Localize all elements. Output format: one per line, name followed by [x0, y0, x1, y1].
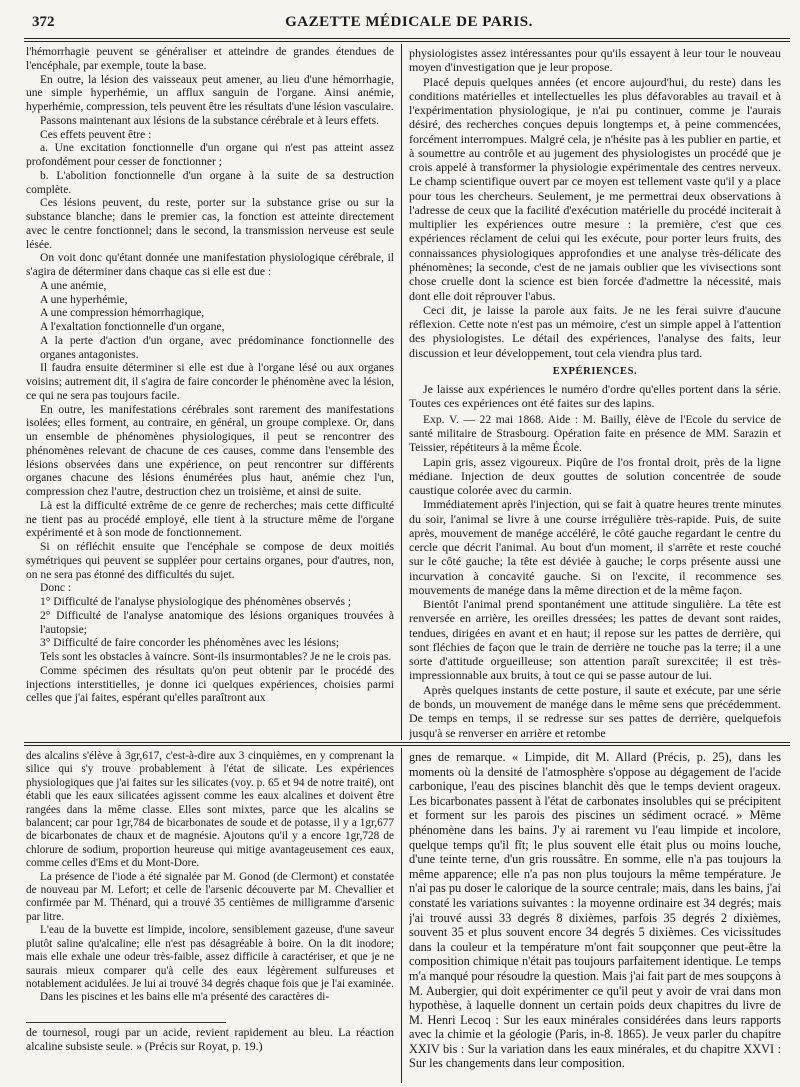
right-column-bottom: [409, 750, 781, 1083]
experiment-heading: Exp. V. — 22 mai 1868. Aide : M. Bailly, élève de l'Ecole du service de santé militaire de Strasbourg. Opération faite en présence de MM. Sarazin et Teissier, répétiteurs à la même École.: [409, 412, 781, 454]
paragraph: En outre, la lésion des vaisseaux peut amener, au lieu d'une hémorrhagie, une simple hyperhémie, un afflux sanguin de l'organe. Ainsi anémie, hyperhémie, compression, tels peuvent être les résultats d'une lésion vasculaire.: [26, 73, 394, 113]
paragraph: l'hémorrhagie peuvent se généraliser et atteindre de grandes étendues de l'encéphale, par exemple, toute la base.: [26, 46, 394, 72]
paragraph: Placé depuis quelques années (et encore aujourd'hui, du reste) dans les conditions matérielles et intellectuelles les plus défavorables au travail et à l'expérimentation physiologique, je n'ai pu continuer, comme je l'aurais désiré, des recherches conçues depuis longtemps et, à peine commencées, forcément interrompues. Malgré cela, je n'hésite pas à les publier en partie, et à soumettre au contrôle et au jugement des physiologistes un procédé que je crois appelé à transformer la physiologie expérimentale des centres nerveux. Le champ scientifique ouvert par ce moyen est tellement vaste qu'il y a place pour tous les chercheurs. Seulement, je me permettrai deux observations à l'adresse de ceux que la facilité d'exécution matérielle du procédé inciterait à multiplier les expériences outre mesure : la première, c'est que ces expériences réclament de celui qui les exécute, pour porter leurs fruits, des connaissances physiologiques approfondies et une analyse très-délicate des phénomènes; la seconde, c'est de ne jamais oublier que les vivisections sont chose cruelle dont la science est bien forcée d'admettre la nécessité, mais dont elle doit réprouver l'abus.: [409, 74, 781, 303]
paragraph: On voit donc qu'étant donnée une manifestation physiologique cérébrale, il s'agira de déterminer dans chaque cas si elle est due :: [26, 252, 394, 278]
right-column-top: [409, 46, 781, 740]
paragraph: Bientôt l'animal prend spontanément une attitude singulière. La tête est renversée en arrière, les oreilles dressées; les pattes de devant sont raides, tendues, dirigées en avant et en haut; il repose sur les pattes de derrière, qui sont fléchies de façon que le train de derrière ne touche pas la terre; il a une sorte d'attitude orgueilleuse; son attention paraît surexcitée; il est très-impressionnable aux bruits, à tout ce qui se passe autour de lui.: [409, 597, 781, 683]
paragraph: Passons maintenant aux lésions de la substance cérébrale et à leurs effets.: [40, 114, 380, 127]
page-number: 372: [32, 14, 55, 30]
section-title: EXPÉRIENCES.: [552, 365, 638, 377]
paragraph: 1° Difficulté de l'analyse physiologique des phénomènes observés ;: [40, 596, 352, 608]
paragraph: a. Une excitation fonctionnelle d'un organe qui n'est pas atteint assez profondément pour cesser de fonctionner ;: [26, 142, 394, 168]
paragraph: physiologistes assez intéressantes pour qu'ils essayent à leur tour le nouveau moyen d'investigation que je leur propose.: [409, 46, 781, 75]
paragraph: gnes de remarque. « Limpide, dit M. Allard (Précis, p. 25), dans les moments où la densité de l'atmosphère s'oppose au dégagement de l'acide carbonique, l'eau des piscines blanchit dès que le temps devient orageux. Les bicarbonates passent à l'état de carbonates insolubles qui se précipitent et forment sur les parois des piscines un sédiment ocracé. » Même phénomène dans les bains. J'y ai rarement vu l'eau limpide et incolore, quelque temps qu'il fît; le plus souvent elle était plus ou moins louche, d'une teinte terne, d'un gris roussâtre. En somme, elle n'a pas toujours la même apparence; elle n'a pas non plus toujours la même température. Je n'ai pas pu doser le calorique de la source centrale; mais, dans les bains, j'ai constaté les variations suivantes : la moyenne ordinaire est 34 degrés; mais j'ai trouvé aussi 33 degrés 8 dixièmes, parfois 35 degrés 2 dixièmes, souvent 35 et plus souvent encore 34 degrés 5 dixièmes. Ces vicissitudes dans la couleur et la température m'ont fait soupçonner que peut-être la composition chimique n'était pas toujours parfaitement identique. Le temps m'a manqué pour résoudre la question. Mais j'ai fait part de mes soupçons à M. Aubergier, qui doit expérimenter ce qu'il peut y avoir de vrai dans mon hypothèse, à laquelle donnent un certain poids deux chapitres du livre de M. Henri Lecoq : Sur les eaux minérales considérées dans leurs rapports avec la chimie et la géologie (Paris, in-8. 1865). Je veux parler du chapitre XXIV bis : Sur la variation dans les eaux minérales, et du chapitre XXVI : Sur les changements dans leur composition.: [409, 750, 781, 1071]
left-column-bottom: [26, 750, 394, 1020]
paragraph: b. L'abolition fonctionnelle d'un organe à la suite de sa destruction complète.: [26, 169, 394, 196]
paragraph: Il faudra ensuite déterminer si elle est due à l'organe lésé ou aux organes voisins; autrement dit, il s'agira de faire concorder le phénomène avec la lésion, ce qui ne sera pas toujours facile.: [26, 362, 394, 402]
paragraph: La présence de l'iode a été signalée par M. Gonod (de Clermont) et constatée de nouveau par M. Lefort; et celle de l'arsenic découverte par M. Chevallier et confirmée par M. Thénard, qui a trouvé 35 centièmes de milligramme d'arsenic par litre.: [26, 870, 394, 923]
paragraph: Comme spécimen des résultats qu'on peut obtenir par le procédé des injections interstitielles, je donne ici quelques expériences, choisies parmi celles que j'ai faites, espérant qu'elles paraîtront aux: [26, 664, 394, 705]
paragraph: Tels sont les obstacles à vaincre. Sont-ils insurmontables? Je ne le crois pas.: [40, 651, 392, 663]
footnote: [26, 1025, 394, 1083]
paragraph: 3° Difficulté de faire concorder les phénomènes avec les lésions;: [40, 637, 340, 650]
paragraph: L'eau de la buvette est limpide, incolore, sensiblement gazeuse, d'une saveur plutôt saline qu'alcaline; elle n'est pas désagréable à boire. On la dit inodore; mais elle exhale une odeur très-faible, assez difficile à caractériser, et que je ne saurais mieux comparer qu'à celle des eaux légèrement sulfureuses et notablement acidulées. Je lui ai trouvé 34 degrés chaque fois que je l'ai examinée.: [26, 924, 394, 990]
section-rule-double: [24, 745, 790, 746]
page-header: [28, 14, 790, 38]
header-rule-double: [24, 41, 790, 42]
paragraph: Là est la difficulté extrême de ce genre de recherches; mais cette difficulté ne tient pas au procédé employé, elle tient à la structure même de l'organe expérimenté et à son mode de fonctionnement.: [26, 499, 394, 540]
header-rule: [24, 38, 790, 39]
paragraph: Si on réfléchit ensuite que l'encéphale se compose de deux moitiés symétriques qui peuvent se suppléer pour certains organes, pour d'autres, non, on ne sera pas étonné des difficultés du sujet.: [26, 541, 394, 581]
footnote-text: de tournesol, rougi par un acide, revient rapidement au bleu. La réaction alcaline subsiste seule. » (Précis sur Royat, p. 19.): [26, 1025, 394, 1054]
paragraph: Ces effets peuvent être :: [40, 128, 152, 141]
paragraph: Dans les piscines et les bains elle m'a présenté des caractères di-: [40, 991, 330, 1004]
column-divider-bottom: [401, 748, 402, 1083]
footnote-rule: [26, 1022, 226, 1023]
paragraph: A une anémie,: [40, 279, 107, 292]
experiences-intro: Je laisse aux expériences le numéro d'ordre qu'elles portent dans la série. Toutes ces expériences ont été faites sur des lapins.: [409, 382, 781, 411]
paragraph: Lapin gris, assez vigoureux. Piqûre de l'os frontal droit, près de la ligne médiane. Injection de deux gouttes de solution concentrée de soude caustique colorée avec du carmin.: [409, 454, 781, 498]
paragraph: A l'exaltation fonctionnelle d'un organe,: [40, 321, 225, 333]
column-divider-top: [401, 44, 402, 740]
paragraph: En outre, les manifestations cérébrales sont rarement des manifestations isolées; elles forment, au contraire, en général, un groupe complexe. Or, dans un ensemble de phénomènes physiologiques, il peut se rencontrer des phénomènes relevant de chacune de ces causes, comme dans l'ensemble des lésions observées dans une expérience, on peut rencontrer sur différents organes chacune des lésions énumérées plus haut, anémie chez l'un, compression chez l'autre, destruction chez un troisième, et ainsi de suite.: [26, 403, 394, 498]
paragraph: A une hyperhémie,: [40, 293, 128, 306]
paragraph: Ces lésions peuvent, du reste, porter sur la substance grise ou sur la substance blanche; dans le premier cas, la fonction est atteinte directement avec le centre fonctionnel; dans le second, la transmission nerveuse est seule lésée.: [26, 197, 394, 251]
paragraph: A une compression hémorrhagique,: [40, 307, 205, 320]
journal-title: GAZETTE MÉDICALE DE PARIS.: [285, 14, 533, 30]
paragraph: A la perte d'action d'un organe, avec prédominance fonctionnelle des organes antagonistes.: [40, 334, 394, 361]
paragraph: Après quelques instants de cette posture, il saute et exécute, par une série de bonds, un mouvement de manége dans le même sens que précédemment. De temps en temps, il se redresse sur ses pattes de derrière, quelquefois jusqu'à se renverser en arrière et retombe: [409, 682, 781, 740]
paragraph: Immédiatement après l'injection, qui se fait à quatre heures trente minutes du soir, l'animal se livre à une course irrégulière très-rapide. Puis, de suite après, mouvement de manége accéléré, le côté gauche regardant le centre du cercle que décrit l'animal. Au bout d'un moment, il s'arrête et reste couché sur le côté gauche; la tête est déviée à gauche; le corps présente aussi une incurvation à concavité gauche. Si on l'excite, il recommence ses mouvements de manége dans la même direction et de la même façon.: [409, 497, 781, 597]
paragraph: 2° Difficulté de l'analyse anatomique des lésions organiques trouvées à l'autopsie;: [40, 609, 394, 636]
left-column-top: [26, 46, 394, 740]
paragraph: Donc :: [40, 582, 72, 595]
paragraph: Ceci dit, je laisse la parole aux faits. Je ne les ferai suivre d'aucune réflexion. Cette note n'est pas un mémoire, c'est un simple appel à l'attention des physiologistes. Le détail des expériences, l'analyse des faits, leur discussion et leur développement, tout cela viendra plus tard.: [409, 302, 781, 360]
section-rule: [24, 742, 790, 743]
paragraph: des alcalins s'élève à 3gr,617, c'est-à-dire aux 3 cinquièmes, en y comprenant la silice qui s'y trouve probablement à l'état de silicate. Les expériences physiologiques que j'ai faites sur les silicates (voy. p. 65 et 94 de notre traité), ont établi que les eaux silicatées agissent comme les eaux alcalines et doivent être rangées dans la même classe. Elles sont mixtes, parce que les alcalins se balancent; car pour 1gr,784 de bicarbonates de soude et de potasse, il y a 1gr,677 de bicarbonates de chaux et de magnésie. Ajoutons qu'il y a encore 1gr,728 de chlorure de sodium, proportion heureuse qui mitige avantageusement ces eaux, comme celles d'Ems et du Mont-Dore.: [26, 750, 394, 870]
